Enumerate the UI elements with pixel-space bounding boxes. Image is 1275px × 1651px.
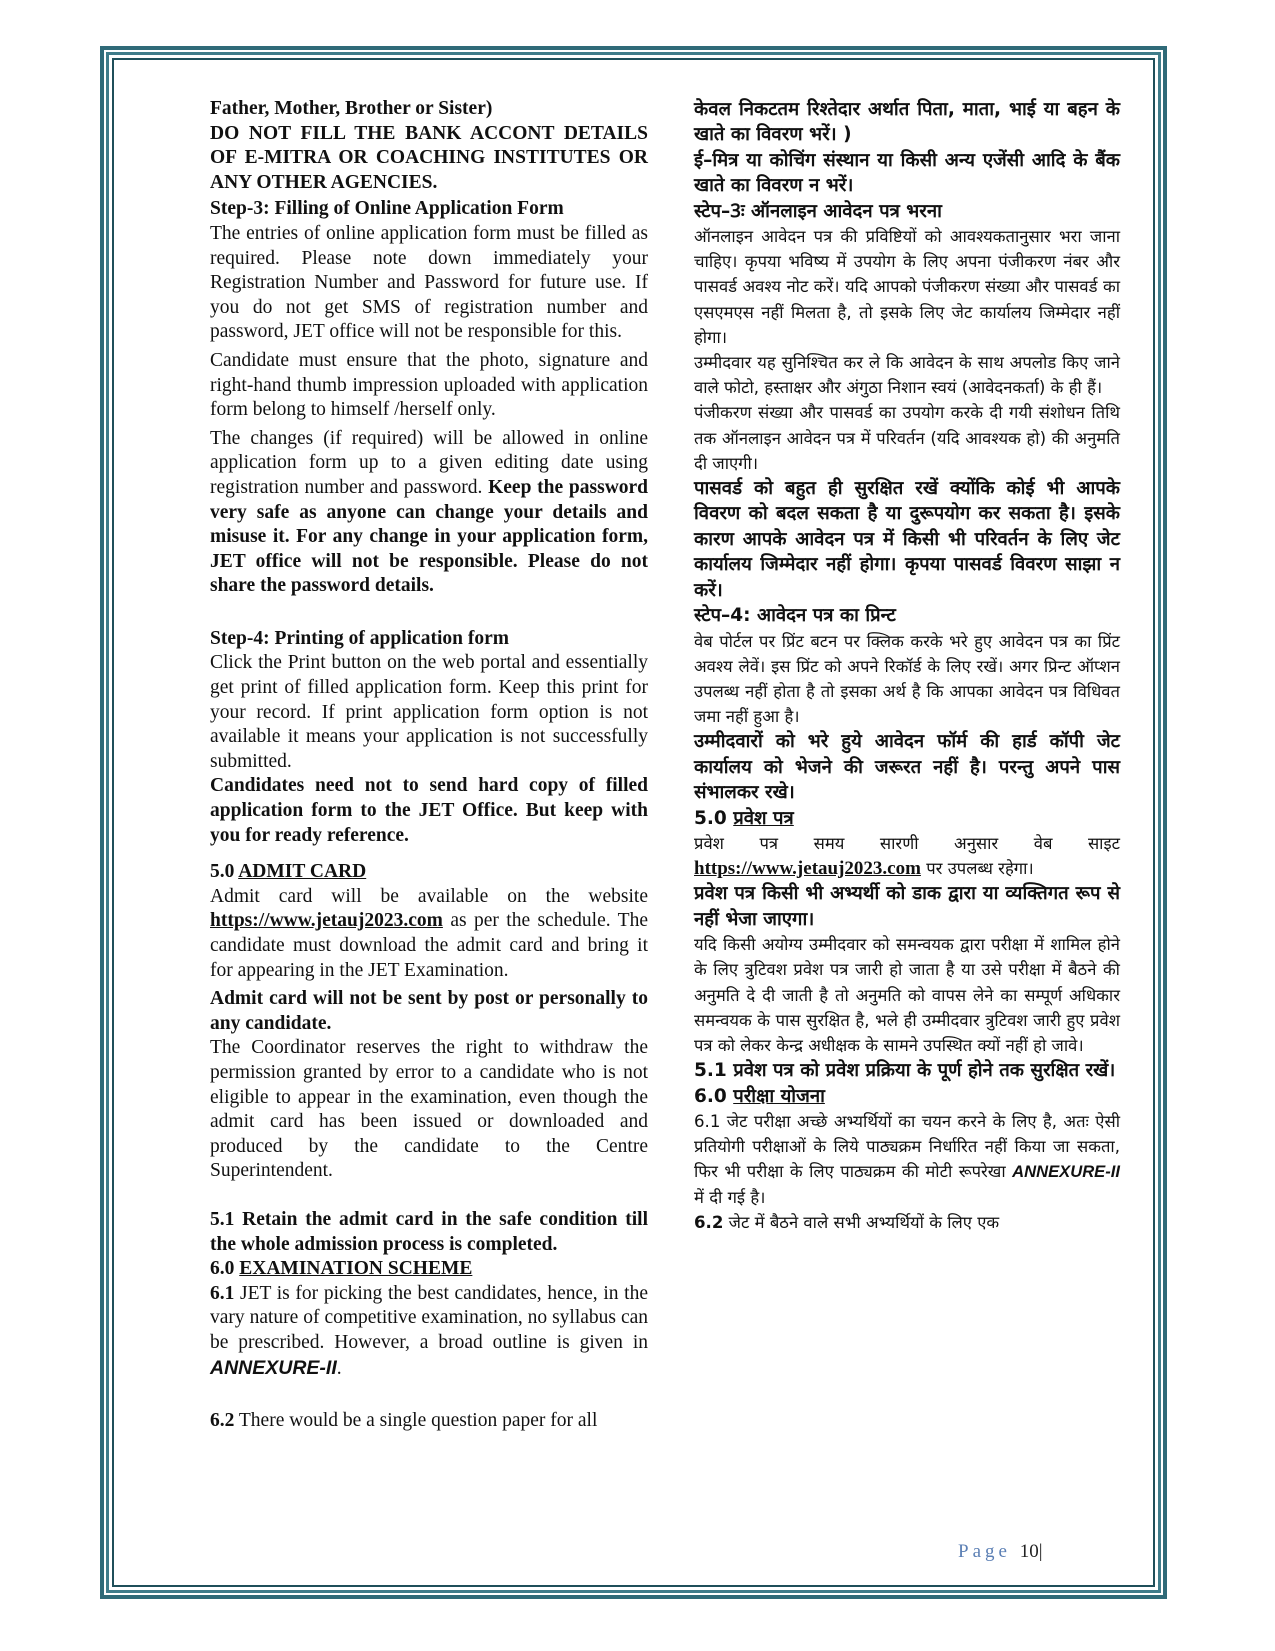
english-column: [210, 97, 648, 1434]
en-section-6-0-title: EXAMINATION SCHEME: [239, 1258, 473, 1280]
en-warning-bank-details: DO NOT FILL THE BANK ACCONT DETAILS OF E-MITRA OR COACHING INSTITUTES OR ANY OTHER AGENCIES.: [210, 122, 648, 193]
page-number: [958, 1541, 1043, 1563]
hi-section-6-2-text: जेट में बैठने वाले सभी अभ्यर्थियों के लिए एक: [723, 1212, 1000, 1232]
hindi-column: [694, 97, 1120, 1235]
en-section-6-1-text: JET is for picking the best candidates, hence, in the vary nature of competitive examination, no syllabus can be prescribed. However, a broad outline is given in: [210, 1282, 648, 1353]
en-step4-para1: Click the Print button on the web portal and essentially get print of filled application form. Keep this print for your record. If print application form option is not available it means your application is not successfully submitted.: [210, 652, 648, 772]
en-step3-para3: [210, 427, 648, 599]
hi-section-6-0-title: परीक्षा योजना: [733, 1085, 825, 1107]
hi-section-5-0-para3: यदि किसी अयोग्य उम्मीदवार को समन्वयक द्वारा परीक्षा में शामिल होने के लिए त्रुटिवश प्रवेश पत्र जारी हो जाता है या उसे परीक्षा में बैठने की अनुमति दे दी जाती है तो अनुमति को वापस लेने का सम्पूर्ण अधिकार समन्वयक के पास सुरक्षित है, भले ही उम्मीदवार त्रुटिवश जारी हुए प्रवेश पत्र को लेकर केन्द्र अधीक्षक के सामने उपस्थित क्यों नहीं हो जावे।: [694, 935, 1120, 1055]
page-separator: |: [1038, 1541, 1043, 1562]
en-section-5-0-para3: The Coordinator reserves the right to withdraw the permission granted by error to a candidate who is not eligible to appear in the examination, even though the admit card has been issued or downloaded and produced by the candidate to the Centre Superintendent.: [210, 1037, 648, 1182]
hi-step4-para1: वेब पोर्टल पर प्रिंट बटन पर क्लिक करके भरे हुए आवेदन पत्र का प्रिंट अवश्य लेवें। इस प्रिंट को अपने रिकॉर्ड के लिए रखें। अगर प्रिन्ट ऑप्शन उपलब्ध नहीं होता है तो इसका अर्थ है कि आपका आवेदन पत्र विधिवत जमा नहीं हुआ है।: [694, 631, 1120, 727]
hi-section-5-0-title: प्रवेश पत्र: [733, 807, 794, 829]
en-step3-para1: The entries of online application form must be filled as required. Please note down immediately your Registration Number and Password for future use. If you do not get SMS of registration number and password, JET office will not be responsible for this.: [210, 222, 648, 343]
hi-step3-heading: स्टेप–3ः ऑनलाइन आवेदन पत्र भरना: [694, 200, 942, 222]
en-section-5-1: 5.1 Retain the admit card in the safe condition till the whole admission process is completed.: [210, 1208, 648, 1255]
en-section-5-0-number: 5.0: [210, 861, 239, 883]
hi-step4-heading: स्टेप–4: आवेदन पत्र का प्रिन्ट: [694, 605, 896, 627]
hi-admit-card-text-a: प्रवेश पत्र समय सारणी अनुसार वेब साइट: [694, 833, 1120, 853]
en-section-5-0-heading: [210, 860, 648, 885]
hi-section-6-0-heading: [694, 1084, 1120, 1109]
hi-section-5-1: 5.1 प्रवेश पत्र को प्रवेश प्रक्रिया के पूर्ण होने तक सुरक्षित रखें।: [694, 1060, 1116, 1082]
en-section-6-1: [210, 1282, 648, 1381]
page-number-value: 10: [1019, 1541, 1039, 1562]
hi-section-5-0-number: 5.0: [694, 807, 734, 829]
en-admit-card-text-a: Admit card will be available on the website: [210, 885, 648, 907]
en-para-relatives: Father, Mother, Brother or Sister): [210, 98, 493, 119]
en-section-6-0-heading: [210, 1257, 648, 1282]
hi-admit-card-text-b: पर उपलब्ध रहेगा।: [920, 859, 1034, 879]
en-step3-para3-text: The changes (if required) will be allowed in online application form up to a given editing date using registration number and password.: [210, 427, 648, 498]
hi-section-6-1-end: में दी गई है।: [694, 1187, 766, 1207]
hi-step3-para2: उम्मीदवार यह सुनिश्चित कर ले कि आवेदन के साथ अपलोड किए जाने वाले फोटो, हस्ताक्षर और अंगुठा निशान स्वयं (आवेदनकर्ता) के ही हैं।: [694, 353, 1120, 398]
website-link-hi[interactable]: https://www.jetauj2023.com: [694, 858, 921, 880]
hi-section-5-0-heading: [694, 806, 1120, 831]
page-label: Page: [958, 1541, 1011, 1562]
hi-section-6-2-number: 6.2: [694, 1212, 724, 1232]
en-section-6-1-end: .: [336, 1357, 342, 1379]
en-step3-para2: Candidate must ensure that the photo, signature and right-hand thumb impression uploaded with application form belong to himself /herself only.: [210, 349, 648, 421]
hi-section-6-1-text: 6.1 जेट परीक्षा अच्छे अभ्यर्थियों का चयन करने के लिए है, अतः ऐसी प्रतियोगी परीक्षाओं के लिये पाठ्यक्रम निर्धारित नहीं किया जा सकता, फिर भी परीक्षा के लिए पाठ्यक्रम की मोटी रूपरेखा: [694, 1111, 1120, 1182]
hi-section-5-0-para1: [694, 831, 1120, 881]
en-step4-heading: Step-4: Printing of application form: [210, 627, 509, 649]
hi-section-6-2: [694, 1210, 1120, 1235]
en-section-5-0-title: ADMIT CARD: [238, 861, 367, 883]
hi-para-relatives: केवल निकटतम रिश्तेदार अर्थात पिता, माता, भाई या बहन के खाते का विवरण भरें। ): [694, 99, 1120, 146]
en-section-6-2: [210, 1409, 648, 1434]
en-step4-para2: Candidates need not to send hard copy of filled application form to the JET Office. But keep with you for ready reference.: [210, 775, 648, 846]
en-section-6-2-number: 6.2: [210, 1410, 235, 1432]
hi-step3-para3: पंजीकरण संख्या और पासवर्ड का उपयोग करके दी गयी संशोधन तिथि तक ऑनलाइन आवेदन पत्र में परिवर्तन (यदि आवश्यक हो) की अनुमति दी जाएगी।: [694, 403, 1120, 473]
en-section-5-0-para2: Admit card will not be sent by post or personally to any candidate.: [210, 988, 648, 1034]
hi-step3-para1: ऑनलाइन आवेदन पत्र की प्रविष्टियों को आवश्यकतानुसार भरा जाना चाहिए। कृपया भविष्य में उपयोग के लिए अपना पंजीकरण नंबर और पासवर्ड अवश्य नोट करें। यदि आपको पंजीकरण संख्या और पासवर्ड का एसएमएस नहीं मिलता है, तो इसके लिए जेट कार्यालय जिम्मेदार नहीं होगा।: [694, 227, 1120, 347]
en-section-5-0-para1: [210, 885, 648, 983]
en-step3-password-warning: Keep the password very safe as anyone can change your details and misuse it. For any change in your application form, JET office will not be responsible. Please do not share the password details.: [210, 476, 649, 597]
hi-section-5-0-para2: प्रवेश पत्र किसी भी अभ्यर्थी को डाक द्वारा या व्यक्तिगत रूप से नहीं भेजा जाएगा।: [694, 883, 1120, 930]
hi-section-6-1: [694, 1109, 1120, 1210]
en-step3-heading: Step-3: Filling of Online Application Form: [210, 198, 564, 220]
en-admit-card-text-b: as per the schedule. The candidate must download the admit card and bring it for appearing in the JET Examination.: [210, 910, 648, 981]
hi-annexure-ref: ANNEXURE-II: [1012, 1162, 1120, 1182]
hi-section-6-0-number: 6.0: [694, 1085, 734, 1107]
en-section-6-1-number: 6.1: [210, 1282, 235, 1304]
hi-step4-para2: उम्मीदवारों को भरे हुये आवेदन फॉर्म की हार्ड कॉपी जेट कार्यालय को भेजने की जरूरत नहीं है। परन्तु अपने पास संभालकर रखे।: [694, 731, 1120, 804]
hi-warning-bank-details: ई–मित्र या कोचिंग संस्थान या किसी अन्य एजेंसी आदि के बैंक खाते का विवरण न भरें।: [694, 149, 1120, 197]
website-link[interactable]: https://www.jetauj2023.com: [210, 910, 443, 932]
en-section-6-2-text: There would be a single question paper for all: [234, 1410, 598, 1432]
en-section-6-0-number: 6.0: [210, 1258, 240, 1280]
en-annexure-ref: ANNEXURE-II: [210, 1356, 337, 1379]
hi-step3-password-warning: पासवर्ड को बहुत ही सुरक्षित रखें क्योंकि कोई भी आपके विवरण को बदल सकता है या दुरूपयोग कर सकता है। इसके कारण आपके आवेदन पत्र में किसी भी परिवर्तन के लिए जेट कार्यालय जिम्मेदार नहीं होगा। कृपया पासवर्ड विवरण साझा न करें।: [694, 478, 1120, 601]
